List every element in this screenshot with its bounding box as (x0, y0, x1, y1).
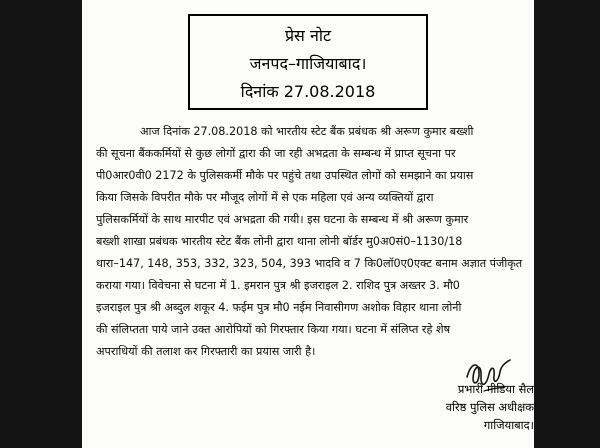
document-page (82, 0, 534, 448)
paragraph-line-7: धारा–147, 148, 353, 332, 323, 504, 393 भादवि व 7 कि0लॉ0ए0एक्ट बनाम अज्ञात पंजीकृत (96, 257, 523, 270)
district-line: जनपद–गाजियाबाद। (249, 54, 367, 73)
paragraph-line-10: की संलिप्तता पाये जाने उक्त आरोपियों को गिरफ्तार किया गया। घटना में संलिप्त रहे शेष (96, 323, 451, 336)
paragraph-line-5: पुलिसकर्मियों के साथ मारपीट एवं अभद्रता की गयी। इस घटना के सम्बन्ध में श्री अरूण कुमार (96, 213, 469, 226)
paragraph-line-11: अपराधियों की तलाश कर गिरफ्तारी का प्रयास जारी है। (96, 345, 316, 358)
signature-line-2: वरिष्ठ पुलिस अधीक्षक (445, 400, 534, 414)
signature-line-1: प्रभारी मीडिया सैल (457, 382, 534, 396)
date-line: दिनांक 27.08.2018 (240, 82, 376, 101)
paragraph-line-2: की सूचना बैंककर्मियों से कुछ लोगों द्वारा की जा रही अभद्रता के सम्बन्ध में प्राप्त सूचना पर (96, 147, 456, 160)
paragraph-line-9: इजराइल पुत्र श्री अब्दुल शकूर 4. फईम पुत्र मौ0 नईम निवासीगण अशोक विहार थाना लोनी (96, 301, 462, 314)
press-note-header-box (188, 14, 428, 110)
paragraph-line-4: किया जिसके विपरीत मौके पर मौजूद लोगों में से एक महिला एवं अन्य व्यक्तियों द्वारा (96, 191, 434, 204)
paragraph-line-1: आज दिनांक 27.08.2018 को भारतीय स्टेट बैंक प्रबंधक श्री अरूण कुमार बख्शी (140, 125, 474, 138)
paragraph-line-3: पी0आर0वी0 2172 के पुलिसकर्मी मौके पर पहुंचे तथा उपस्थित लोगों को समझाने का प्रयास (96, 169, 474, 182)
signature-line-3: गाजियाबाद। (483, 418, 534, 432)
paragraph-line-6: बख्शी शाखा प्रबंधक भारतीय स्टेट बैंक लोनी द्वारा थाना लोनी बॉर्डर मु0अ0सं0–1130/18 (96, 235, 463, 248)
press-note-title: प्रेस नोट (284, 26, 332, 45)
paragraph-line-8: कराया गया। विवेचना से घटना में 1. इमरान पुत्र श्री इजराइल 2. राशिद पुत्र अख्तर 3. मौ0 (96, 279, 460, 292)
